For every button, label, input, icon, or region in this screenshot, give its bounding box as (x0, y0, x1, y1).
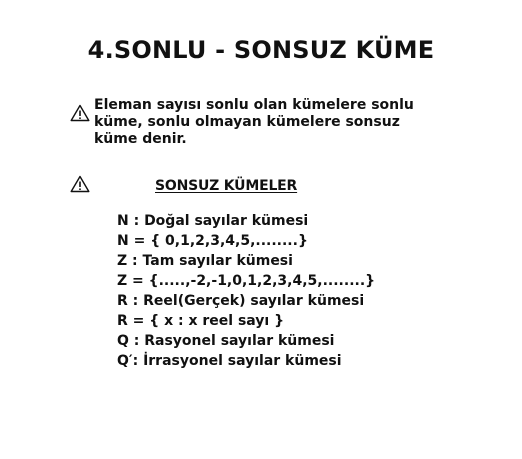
page-title: 4.SONLU - SONSUZ KÜME (87, 36, 435, 64)
list-item: N : Doğal sayılar kümesi (117, 213, 309, 229)
warning-triangle-icon (70, 104, 90, 122)
list-item: R = { x : x reel sayı } (117, 313, 285, 329)
definition-line: küme denir. (94, 131, 187, 147)
list-item: N = { 0,1,2,3,4,5,........} (117, 233, 308, 249)
definition-line: küme, sonlu olmayan kümelere sonsuz (94, 114, 400, 130)
list-item: Z : Tam sayılar kümesi (117, 253, 293, 269)
definition-paragraph (94, 97, 434, 148)
list-item: R : Reel(Gerçek) sayılar kümesi (117, 293, 365, 309)
section-heading: SONSUZ KÜMELER (155, 178, 298, 194)
list-item: Q′: İrrasyonel sayılar kümesi (117, 353, 342, 369)
definition-line: Eleman sayısı sonlu olan kümelere sonlu (94, 97, 414, 113)
warning-triangle-icon (70, 175, 90, 193)
list-item: Z = {.....,-2,-1,0,1,2,3,4,5,........} (117, 273, 376, 289)
infinite-sets-list (117, 211, 375, 371)
list-item: Q : Rasyonel sayılar kümesi (117, 333, 335, 349)
